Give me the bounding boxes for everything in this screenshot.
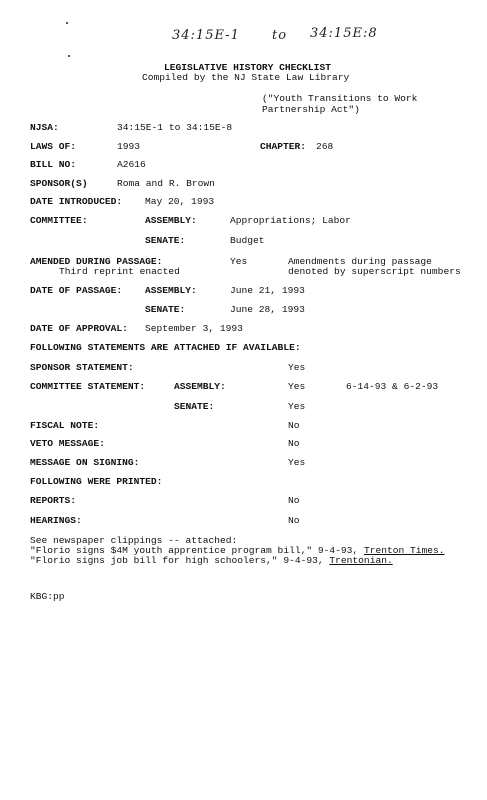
committee-assembly-value: Appropriations; Labor (230, 215, 351, 226)
committee-statement-assembly-label: ASSEMBLY: (174, 381, 226, 392)
date-introduced-label: DATE INTRODUCED: (30, 196, 123, 207)
bill-no-label: BILL NO: (30, 159, 77, 170)
stray-mark (68, 55, 70, 57)
veto-message-value: No (288, 438, 300, 449)
compiled-by: Compiled by the NJ State Law Library (142, 72, 350, 83)
stray-mark (66, 22, 68, 24)
fiscal-note-label: FISCAL NOTE: (30, 420, 100, 431)
reports-label: REPORTS: (30, 495, 77, 506)
handwritten-cite-start: 34:15E-1 (172, 28, 240, 43)
clipping-2 (30, 555, 393, 566)
fiscal-note-value: No (288, 420, 300, 431)
veto-message-label: VETO MESSAGE: (30, 438, 105, 449)
hearings-value: No (288, 515, 300, 526)
committee-senate-label: SENATE: (145, 235, 186, 246)
act-name-line1: ("Youth Transitions to Work (262, 93, 418, 104)
amended-note-line2: denoted by superscript numbers (288, 266, 461, 277)
committee-statement-assembly-value: Yes (288, 381, 306, 392)
passage-assembly-label: ASSEMBLY: (145, 285, 197, 296)
hearings-label: HEARINGS: (30, 515, 82, 526)
sponsors-value: Roma and R. Brown (117, 178, 215, 189)
clipping-1-text: "Florio signs $4M youth apprentice program bill," 9-4-93, (30, 545, 359, 556)
chapter-label: CHAPTER: (260, 141, 307, 152)
clipping-2-text: "Florio signs job bill for high schoolers," 9-4-93, (30, 555, 324, 566)
handwritten-cite-end: 34:15E:8 (310, 26, 378, 41)
date-of-approval-value: September 3, 1993 (145, 323, 243, 334)
message-on-signing-label: MESSAGE ON SIGNING: (30, 457, 140, 468)
message-on-signing-value: Yes (288, 457, 306, 468)
clippings-intro: See newspaper clippings -- attached: (30, 535, 238, 546)
date-of-approval-label: DATE OF APPROVAL: (30, 323, 128, 334)
passage-senate-label: SENATE: (145, 304, 186, 315)
bill-no-value: A2616 (117, 159, 146, 170)
amended-label: AMENDED DURING PASSAGE: (30, 256, 163, 267)
date-of-passage-label: DATE OF PASSAGE: (30, 285, 123, 296)
statements-heading: FOLLOWING STATEMENTS ARE ATTACHED IF AVAILABLE: (30, 342, 301, 353)
committee-statement-dates: 6-14-93 & 6-2-93 (346, 381, 439, 392)
document-title: LEGISLATIVE HISTORY CHECKLIST (164, 62, 331, 73)
committee-statement-senate-value: Yes (288, 401, 306, 412)
clipping-1-source: Trenton Times. (363, 545, 445, 556)
clipping-2-source: Trentonian. (329, 555, 393, 566)
chapter-value: 268 (316, 141, 334, 152)
committee-label: COMMITTEE: (30, 215, 88, 226)
passage-senate-value: June 28, 1993 (230, 304, 305, 315)
committee-assembly-label: ASSEMBLY: (145, 215, 197, 226)
passage-assembly-value: June 21, 1993 (230, 285, 305, 296)
amended-note-line1: Amendments during passage (288, 256, 432, 267)
handwritten-to: to (272, 28, 288, 43)
sponsor-statement-value: Yes (288, 362, 306, 373)
amended-value: Yes (230, 256, 248, 267)
typist-initials: KBG:pp (30, 591, 65, 602)
sponsors-label: SPONSOR(S) (30, 178, 88, 189)
act-name-line2: Partnership Act") (262, 104, 360, 115)
committee-statement-senate-label: SENATE: (174, 401, 215, 412)
reprint-note: Third reprint enacted (59, 266, 180, 277)
committee-statement-label: COMMITTEE STATEMENT: (30, 381, 146, 392)
sponsor-statement-label: SPONSOR STATEMENT: (30, 362, 134, 373)
njsa-value: 34:15E-1 to 34:15E-8 (117, 122, 233, 133)
laws-of-label: LAWS OF: (30, 141, 77, 152)
committee-senate-value: Budget (230, 235, 265, 246)
date-introduced-value: May 20, 1993 (145, 196, 215, 207)
printed-heading: FOLLOWING WERE PRINTED: (30, 476, 163, 487)
reports-value: No (288, 495, 300, 506)
laws-of-value: 1993 (117, 141, 141, 152)
njsa-label: NJSA: (30, 122, 59, 133)
